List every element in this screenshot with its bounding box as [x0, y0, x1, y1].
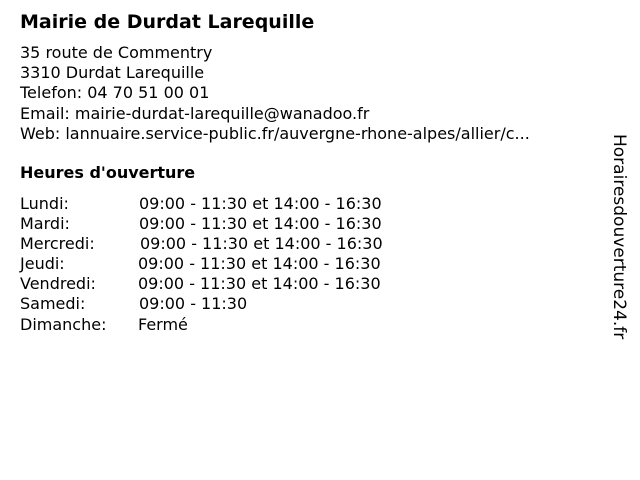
time-range: 09:00 - 11:30 et 14:00 - 16:30 [139, 194, 382, 213]
day-label: Jeudi: [20, 254, 65, 274]
time-range: Fermé [138, 314, 188, 334]
email-line: Email: mairie-durdat-larequille@wanadoo.fr [20, 103, 370, 123]
day-label: Mercredi: [20, 234, 95, 254]
city-line: 3310 Durdat Larequille [20, 63, 205, 83]
opening-hours-heading: Heures d'ouverture [20, 163, 196, 182]
time-range: 09:00 - 11:30 et 14:00 - 16:30 [139, 214, 382, 234]
time-range: 09:00 - 11:30 et 14:00 - 16:30 [138, 254, 381, 274]
time-range: 09:00 - 11:30 et 14:00 - 16:30 [140, 234, 383, 254]
day-label: Samedi: [20, 294, 86, 314]
phone-line: Telefon: 04 70 51 00 01 [20, 83, 210, 103]
page-title: Mairie de Durdat Larequille [20, 11, 315, 33]
address-block [20, 43, 530, 144]
day-label: Dimanche: [20, 314, 107, 334]
day-label: Lundi: [20, 194, 69, 213]
day-label: Mardi: [20, 214, 70, 234]
time-range: 09:00 - 11:30 [139, 294, 248, 314]
web-line: Web: lannuaire.service-public.fr/auvergne-rhone-alpes/allier/c... [20, 123, 530, 143]
site-watermark: Horairesdouverture24.fr [609, 134, 629, 340]
street-address: 35 route de Commentry [20, 43, 213, 62]
time-range: 09:00 - 11:30 et 14:00 - 16:30 [138, 274, 381, 294]
day-label: Vendredi: [20, 274, 96, 294]
